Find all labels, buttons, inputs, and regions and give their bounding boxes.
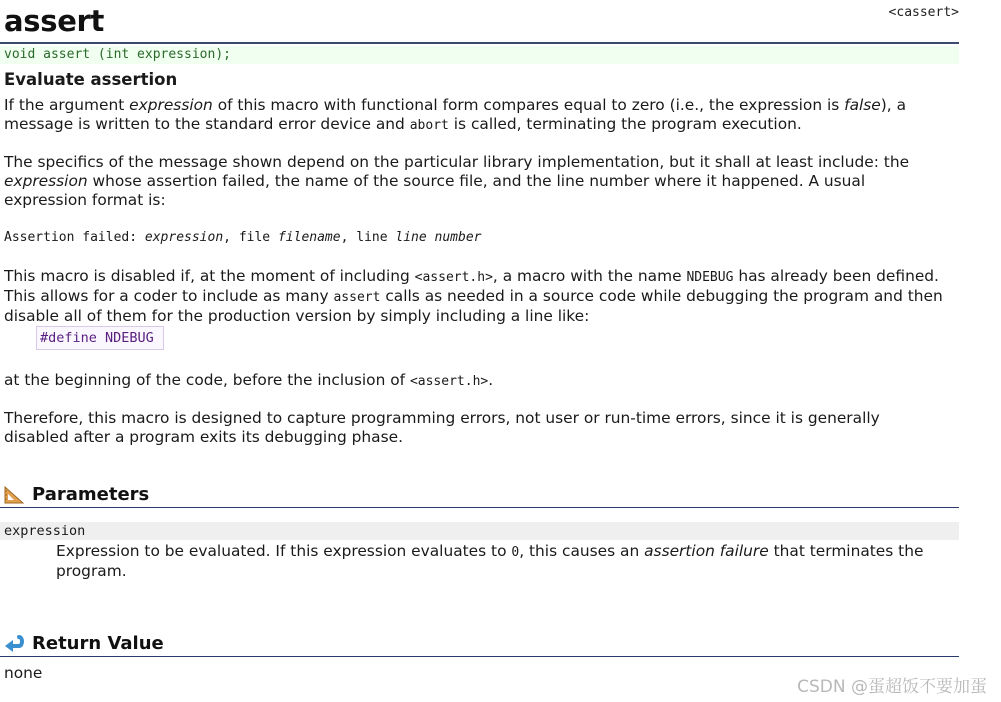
parameters-title: Parameters — [32, 484, 150, 505]
define-ndebug-code-box: #define NDEBUG — [36, 326, 164, 350]
return-value-title: Return Value — [32, 633, 164, 654]
return-value-heading — [4, 633, 164, 654]
assert-code: assert — [333, 290, 381, 305]
page-title: assert — [4, 4, 105, 38]
watermark: CSDN @蛋超饭不要加蛋 — [797, 677, 987, 697]
parameters-divider — [0, 507, 959, 508]
parameter-description: Expression to be evaluated. If this expression evaluates to 0, this causes an assertion failure that terminates the program. — [56, 542, 924, 580]
description-paragraph-2: The specifics of the message shown depend on the particular library implementation, but it shall at least include: the expression whose assertion failed, the name of the source file, and the line number where it happened. A usual expression format is: — [4, 153, 910, 209]
description-paragraph-3: This macro is disabled if, at the moment of including <assert.h>, a macro with the name NDEBUG has already been defined. This allows for a coder to include as many assert calls as needed in a source code while debugging the program and then disable all of them for the production version by simply including a line like: — [4, 267, 943, 325]
assertion-message-format: Assertion failed: expression, file filename, line line number — [4, 230, 482, 245]
assert-h-code: <assert.h> — [414, 270, 493, 285]
parameters-heading — [4, 484, 149, 505]
function-prototype: void assert (int expression); — [0, 46, 959, 64]
assert-h-code: <assert.h> — [409, 374, 489, 389]
parameter-name: expression — [0, 522, 959, 540]
header-reference-link[interactable]: <cassert> — [888, 5, 959, 20]
description-paragraph-5: Therefore, this macro is designed to capture programming errors, not user or run-time errors, since it is generally disabled after a program exits its debugging phase. — [4, 409, 880, 446]
description-paragraph-4: at the beginning of the code, before the inclusion of <assert.h>. — [4, 371, 494, 389]
zero-code: 0 — [511, 545, 520, 560]
set-square-icon — [4, 486, 24, 504]
short-description: Evaluate assertion — [4, 70, 178, 89]
return-arrow-icon — [4, 635, 24, 653]
abort-code: abort — [409, 118, 449, 133]
ndebug-code: NDEBUG — [686, 270, 734, 285]
title-divider — [0, 42, 959, 44]
return-value-text: none — [4, 664, 43, 682]
return-value-divider — [0, 656, 959, 657]
description-paragraph-1: If the argument expression of this macro with functional form compares equal to zero (i.e., the expression is false), a message is written to the standard error device and abort is called, terminating the program execution. — [4, 96, 907, 133]
